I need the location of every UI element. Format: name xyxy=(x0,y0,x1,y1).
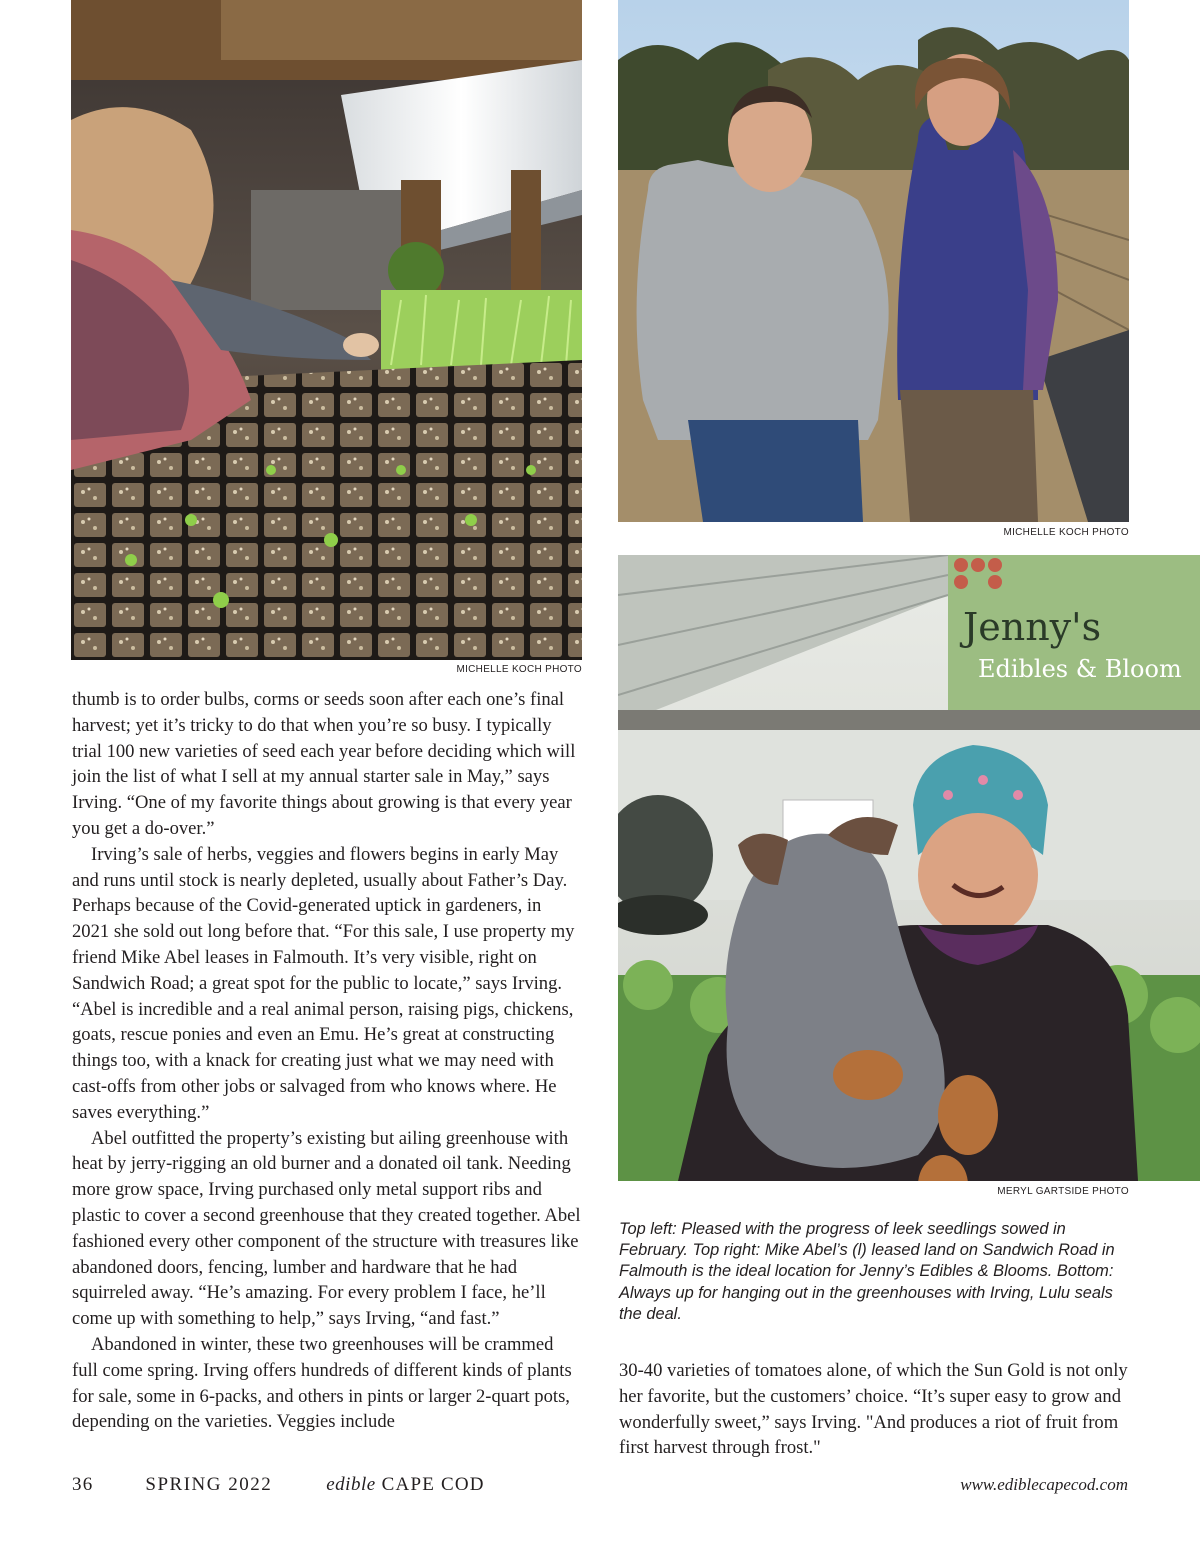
body-text-left-column xyxy=(72,687,583,1435)
field-portrait-illustration xyxy=(618,0,1129,522)
issue-season: SPRING 2022 xyxy=(145,1474,273,1495)
photo-credit-greenhouse-dog: MERYL GARTSIDE PHOTO xyxy=(997,1186,1129,1197)
body-paragraph: thumb is to order bulbs, corms or seeds soon after each one’s final harvest; yet it’s tricky to do that when you’re so busy. I typically trial 100 new varieties of seed each year before deciding which will join the list of what I sell at my annual starter sale in May,” says Irving. “One of my favorite things about growing is that every year you get a do-over.” xyxy=(72,689,576,839)
photo-caption: Top left: Pleased with the progress of leek seedlings sowed in February. Top right: Mike Abel’s (l) leased land on Sandwich Road in Falmouth is the ideal location for Jenny’s Edibles & Blooms. Bottom: Always up for hanging out in the greenhouses with Irving, Lulu seals the deal. xyxy=(619,1220,1115,1323)
seedlings-illustration xyxy=(71,0,582,660)
photo-seedlings xyxy=(71,0,582,660)
body-text-right-column xyxy=(619,1358,1131,1461)
body-paragraph: Abel outfitted the property’s existing but ailing greenhouse with heat by jerry-rigging an old burner and a donated oil tank. Needing more grow space, Irving purchased only metal support ribs and plastic to cover a second greenhouse that they created together. Abel fashioned every other component of the structure with treasures like abandoned doors, fencing, lumber and hardware that he had squirreled away. “He’s amazing. For every problem I face, he’ll come up with something to help,” says Irving, “and fast.” xyxy=(72,1127,581,1330)
magazine-name-rest: CAPE COD xyxy=(381,1474,485,1495)
body-paragraph: Abandoned in winter, these two greenhouses will be crammed full come spring. Irving offers hundreds of different kinds of plants for sale, some in 6-packs, and others in pints or larger 2-quart pots, depending on the varieties. Veggies include xyxy=(72,1333,572,1433)
sign-sub-text: Edibles & Bloom xyxy=(978,655,1182,683)
photo-credit-field-portrait: MICHELLE KOCH PHOTO xyxy=(1003,527,1129,538)
body-paragraph: 30-40 varieties of tomatoes alone, of which the Sun Gold is not only her favorite, but the customers’ choice. “It’s super easy to grow and wonderfully sweet,” says Irving. "And produces a riot of fruit from first harvest through frost." xyxy=(619,1360,1128,1459)
photo-credit-seedlings: MICHELLE KOCH PHOTO xyxy=(456,664,582,675)
photo-greenhouse-dog xyxy=(618,555,1200,1181)
body-paragraph: Irving’s sale of herbs, veggies and flowers begins in early May and runs until stock is nearly depleted, usually about Father’s Day. Perhaps because of the Covid-generated uptick in gardeners, in 2021 she sold out long before that. “For this sale, I use property my friend Mike Abel leases in Falmouth. It’s very visible, right on Sandwich Road; a great spot for the public to locate,” says Irving. “Abel is incredible and a real animal person, raising pigs, chickens, goats, rescue ponies and even an Emu. He’s great at constructing things too, with a knack for creating just what we may need with cast-offs from other jobs or salvaged from who knows where. He saves everything.” xyxy=(72,843,575,1123)
photo-field-portrait xyxy=(618,0,1129,522)
page-number: 36 xyxy=(72,1474,94,1495)
greenhouse-dog-illustration xyxy=(618,555,1200,1181)
sign-name-text: Jenny's xyxy=(963,605,1102,649)
website-url: www.ediblecapecod.com xyxy=(960,1475,1128,1494)
magazine-name-italic: edible xyxy=(326,1474,376,1495)
page-footer-folio xyxy=(72,1474,485,1496)
